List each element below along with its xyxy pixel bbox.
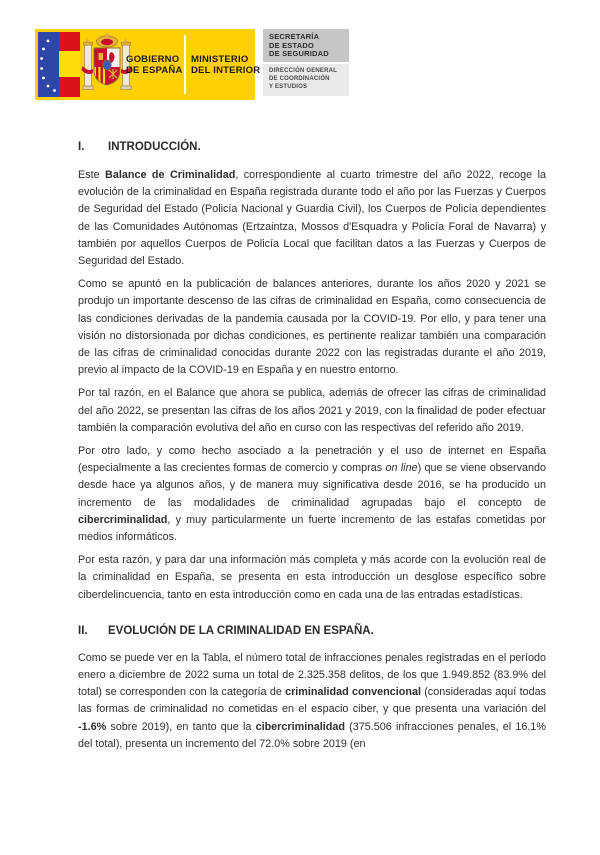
paragraph: Como se puede ver en la Tabla, el número total de infracciones penales registradas en el período enero a diciembre de 2022 suma un total de 2.325.358 delitos, de los que 1.949.852 (83.9% del total) se corresponden con la categoría de criminalidad convencional (consideradas aquí todas las formas de criminalidad no cometidas en el espacio ciber, y que presenta una variación del -1.6% sobre 2019), en tanto que la cibercriminalidad (375.506 infracciones penales, el 16.1% del total), presenta un incremento del 72.0% sobre 2019 (en — [78, 651, 546, 750]
coat-of-arms-icon — [82, 33, 133, 89]
eu-stars-stripe-icon — [38, 32, 59, 97]
gobierno-line2: DE ESPAÑA — [126, 65, 183, 76]
gobierno-espana-logo — [35, 29, 261, 100]
direccion-general-box — [263, 64, 349, 96]
logo-divider — [184, 35, 186, 94]
ministerio-line2: DEL INTERIOR — [191, 65, 261, 76]
section-title: EVOLUCIÓN DE LA CRIMINALIDAD EN ESPAÑA. — [108, 624, 374, 637]
gobierno-line1: GOBIERNO — [126, 54, 180, 65]
section-number: II. — [78, 624, 88, 637]
direccion-line: DE COORDINACIÓN — [269, 75, 330, 82]
secretaria-line: DE ESTADO — [269, 40, 314, 50]
secretaria-boxes — [263, 29, 349, 96]
paragraph: Como se apuntó en la publicación de balances anteriores, durante los años 2020 y 2021 se produjo un importante descenso de las cifras de criminalidad en España, como consecuencia de las condiciones derivadas de la pandemia causada por la COVID-19. Por ello, y para tener una visión no distorsionada por dichas condiciones, es pertinente realizar también una comparación de las cifras de criminalidad conocidas durante 2022 con las registradas durante el año 2019, previo al impacto de la COVID-19 en España y en nuestro entorno. — [78, 278, 546, 377]
secretaria-line: DE SEGURIDAD — [269, 49, 329, 59]
document-sections — [78, 140, 546, 753]
section-number: I. — [78, 141, 85, 153]
paragraph: Por otro lado, y como hecho asociado a la penetración y el uso de internet en España (especialmente a las crecientes formas de comercio y compras on line) que se viene observando desde hace ya algunos años, y de manera muy significativa desde 2016, se ha producido un incremento de las modalidades de criminalidad agrupadas bajo el concepto de cibercriminalidad, y muy particularmente un fuerte incremento de las estafas cometidas por medios informáticos. — [78, 445, 546, 544]
document-body — [78, 140, 546, 759]
government-header — [35, 29, 349, 100]
section-heading — [78, 140, 546, 154]
section-title: INTRODUCCIÓN. — [108, 141, 201, 153]
spain-flag-icon — [59, 32, 80, 97]
direccion-line: DIRECCIÓN GENERAL — [269, 68, 338, 74]
paragraph: Este Balance de Criminalidad, correspondiente al cuarto trimestre del año 2022, recoge la evolución de la criminalidad en España registrada durante todo el año por las Fuerzas y Cuerpos de Seguridad del Estado (Policía Nacional y Guardia Civil), los Cuerpos de Policía dependientes de las Comunidades Autónomas (Ertzaintza, Mossos d'Esquadra y Policía Foral de Navarra) y también por aquellos Cuerpos de Policía Local que facilitan datos a las Fuerzas y Cuerpos de Seguridad del Estado. — [78, 169, 547, 268]
paragraph: Por tal razón, en el Balance que ahora se publica, además de ofrecer las cifras de criminalidad del año 2022, se presentan las cifras de los años 2021 y 2019, con la finalidad de poder efectuar también la comparación evolutiva del año en curso con las respectivas del referido año 2019. — [78, 387, 546, 434]
section-heading — [78, 624, 546, 638]
direccion-line: Y ESTUDIOS — [269, 83, 308, 90]
ministerio-line1: MINISTERIO — [191, 54, 249, 65]
paragraph: Por esta razón, y para dar una información más completa y más acorde con la evolución real de la criminalidad en España, se presenta en esta introducción un desglose específico sobre ciberdelincuencia, tanto en esta introducción como en cada una de las entradas estadísticas. — [78, 554, 546, 601]
ministerio-text — [191, 54, 260, 76]
gobierno-text — [126, 54, 183, 76]
secretaria-estado-box — [263, 29, 349, 62]
secretaria-line: SECRETARÍA — [269, 32, 320, 41]
